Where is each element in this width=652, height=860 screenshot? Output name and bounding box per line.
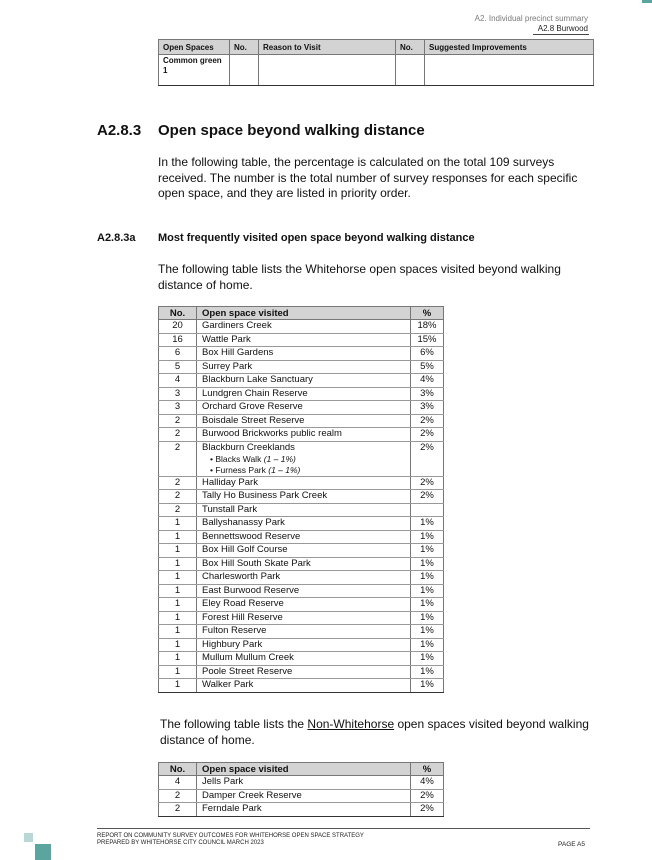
table-row xyxy=(159,347,444,361)
percent-cell: 2% xyxy=(411,476,444,490)
open-space-name: Tunstall Park xyxy=(202,503,258,515)
cell xyxy=(425,55,594,86)
open-space-cell xyxy=(197,374,411,388)
table-row xyxy=(159,374,444,388)
percent-cell: 2% xyxy=(411,428,444,442)
count-cell: 4 xyxy=(159,776,197,790)
open-space-name: Walker Park xyxy=(202,679,254,690)
table-row xyxy=(159,544,444,558)
col-no-2: No. xyxy=(396,40,425,55)
count-cell: 2 xyxy=(159,803,197,817)
open-space-cell xyxy=(197,441,411,476)
percent-cell: 1% xyxy=(411,544,444,558)
table-row xyxy=(159,611,444,625)
sub-location-note: (1 – 1%) xyxy=(268,464,301,475)
table-row xyxy=(159,625,444,639)
open-space-name: Mullum Mullum Creek xyxy=(202,652,294,663)
open-space-cell xyxy=(197,428,411,442)
non-whitehorse-open-space-table xyxy=(158,762,444,817)
count-cell: 3 xyxy=(159,387,197,401)
table-row xyxy=(159,503,444,517)
percent-cell xyxy=(411,503,444,517)
col-no: No. xyxy=(159,763,197,776)
cell xyxy=(230,55,259,86)
open-space-cell xyxy=(197,679,411,693)
open-space-name: Tally Ho Business Park Creek xyxy=(202,490,328,501)
percent-cell: 2% xyxy=(411,414,444,428)
sub-location xyxy=(202,465,405,476)
logo-square-dark xyxy=(35,844,51,860)
percent-cell: 3% xyxy=(411,401,444,415)
reasons-table xyxy=(158,39,594,86)
corner-accent xyxy=(642,0,652,3)
percent-cell: 1% xyxy=(411,625,444,639)
whitehorse-open-space-table xyxy=(158,306,444,693)
open-space-name: Eley Road Reserve xyxy=(202,598,284,609)
col-open-space: Open space visited xyxy=(197,763,411,776)
percent-cell: 2% xyxy=(411,803,444,817)
open-space-cell xyxy=(197,571,411,585)
percent-cell: 1% xyxy=(411,598,444,612)
percent-cell: 1% xyxy=(411,530,444,544)
open-space-name: Wattle Park xyxy=(202,333,251,345)
percent-cell: 1% xyxy=(411,571,444,585)
open-space-cell xyxy=(197,665,411,679)
table-row xyxy=(159,333,444,347)
section-title: Open space beyond walking distance xyxy=(158,122,425,139)
percent-cell: 2% xyxy=(411,789,444,803)
count-cell: 1 xyxy=(159,544,197,558)
col-no: No. xyxy=(159,307,197,320)
count-cell: 1 xyxy=(159,611,197,625)
open-space-cell xyxy=(197,557,411,571)
footer-prepared-by: PREPARED BY WHITEHORSE CITY COUNCIL MARCH 2023 xyxy=(97,840,264,846)
bullet-icon: • xyxy=(210,453,216,464)
subsection-title: Most frequently visited open space beyond walking distance xyxy=(158,232,475,244)
table-row xyxy=(159,401,444,415)
percent-cell: 1% xyxy=(411,679,444,693)
open-space-cell xyxy=(197,503,411,517)
table-row xyxy=(159,571,444,585)
section-intro: In the following table, the percentage is calculated on the total 109 surveys received. The number is the total number of survey responses for each specific open space, and they are listed in priority order. xyxy=(158,155,578,200)
subsection-intro: The following table lists the Whitehorse open spaces visited beyond walking distance of home. xyxy=(158,262,561,292)
open-space-name: Highbury Park xyxy=(202,638,263,650)
count-cell: 20 xyxy=(159,320,197,334)
col-percent: % xyxy=(411,307,444,320)
percent-cell: 1% xyxy=(411,638,444,652)
open-space-name: Box Hill South Skate Park xyxy=(202,557,311,569)
open-space-name: Charlesworth Park xyxy=(202,571,281,582)
count-cell: 1 xyxy=(159,530,197,544)
open-space-cell xyxy=(197,320,411,334)
open-space-name: Gardiners Creek xyxy=(202,320,272,331)
open-space-name: Blackburn Lake Sanctuary xyxy=(202,374,313,385)
cell xyxy=(259,55,396,86)
percent-cell: 4% xyxy=(411,374,444,388)
table-row xyxy=(159,490,444,504)
col-no: No. xyxy=(230,40,259,55)
table-row xyxy=(159,803,444,817)
percent-cell: 18% xyxy=(411,320,444,334)
open-space-cell xyxy=(197,544,411,558)
open-space-cell xyxy=(197,789,411,803)
count-cell: 1 xyxy=(159,679,197,693)
sub-location-name: Furness Park xyxy=(215,464,266,475)
count-cell: 1 xyxy=(159,665,197,679)
count-cell: 2 xyxy=(159,789,197,803)
table-row xyxy=(159,441,444,476)
count-cell: 6 xyxy=(159,347,197,361)
running-header xyxy=(475,14,588,34)
open-space-cell xyxy=(197,611,411,625)
non-whitehorse-term: Non-Whitehorse xyxy=(307,717,395,731)
percent-cell: 6% xyxy=(411,347,444,361)
sub-location-name: Blacks Walk xyxy=(215,453,262,464)
open-space-name: Ferndale Park xyxy=(202,803,262,814)
table-row xyxy=(159,679,444,693)
table-row xyxy=(159,530,444,544)
table-row xyxy=(159,557,444,571)
count-cell: 2 xyxy=(159,503,197,517)
intro-text: The following table lists the xyxy=(160,717,308,731)
percent-cell: 1% xyxy=(411,557,444,571)
sub-location xyxy=(202,454,405,465)
open-space-cell xyxy=(197,652,411,666)
percent-cell: 5% xyxy=(411,360,444,374)
count-cell: 2 xyxy=(159,414,197,428)
open-space-name: Burwood Brickworks public realm xyxy=(202,428,342,439)
table-row xyxy=(159,665,444,679)
table-row xyxy=(159,428,444,442)
count-cell: 4 xyxy=(159,374,197,388)
open-space-cell xyxy=(197,517,411,531)
count-cell: 1 xyxy=(159,584,197,598)
count-cell: 1 xyxy=(159,625,197,639)
percent-cell: 1% xyxy=(411,652,444,666)
open-space-name: Blackburn Creeklands xyxy=(202,441,295,453)
open-space-cell xyxy=(197,476,411,490)
count-cell: 1 xyxy=(159,517,197,531)
open-space-name: Boisdale Street Reserve xyxy=(202,414,305,426)
open-space-name: Box Hill Golf Course xyxy=(202,544,288,555)
percent-cell: 3% xyxy=(411,387,444,401)
percent-cell: 1% xyxy=(411,611,444,625)
col-open-space: Open space visited xyxy=(197,307,411,320)
percent-cell: 1% xyxy=(411,584,444,598)
percent-cell: 2% xyxy=(411,441,444,476)
page-number: PAGE A5 xyxy=(558,841,585,848)
table-row xyxy=(159,414,444,428)
count-cell: 1 xyxy=(159,557,197,571)
table-row xyxy=(159,360,444,374)
header-subsection: A2.8 Burwood xyxy=(537,24,588,33)
table-row xyxy=(159,776,444,790)
section-number: A2.8.3 xyxy=(97,122,142,139)
open-space-cell xyxy=(197,490,411,504)
header-rule xyxy=(533,34,589,35)
open-space-name: Surrey Park xyxy=(202,360,253,372)
non-whitehorse-intro xyxy=(160,717,600,748)
table-row xyxy=(159,55,594,86)
table-row xyxy=(159,598,444,612)
open-space-name: Fulton Reserve xyxy=(202,625,267,636)
open-space-cell xyxy=(197,625,411,639)
open-space-cell xyxy=(197,638,411,652)
open-space-cell xyxy=(197,584,411,598)
open-space-cell xyxy=(197,333,411,347)
col-open-spaces: Open Spaces xyxy=(159,40,230,55)
open-space-name: Damper Creek Reserve xyxy=(202,789,302,801)
count-cell: 1 xyxy=(159,638,197,652)
bullet-icon: • xyxy=(210,464,216,475)
open-space-cell xyxy=(197,803,411,817)
open-space-name: Halliday Park xyxy=(202,476,258,488)
percent-cell: 4% xyxy=(411,776,444,790)
table-row xyxy=(159,476,444,490)
open-space-name: Forest Hill Reserve xyxy=(202,611,283,623)
open-space-cell xyxy=(197,347,411,361)
count-cell: 2 xyxy=(159,476,197,490)
open-space-cell xyxy=(197,414,411,428)
count-cell: 1 xyxy=(159,598,197,612)
open-space-cell xyxy=(197,530,411,544)
open-space-name: Ballyshanassy Park xyxy=(202,517,285,528)
cell xyxy=(396,55,425,86)
open-space-name: Common green 1 xyxy=(159,55,230,86)
open-space-name: East Burwood Reserve xyxy=(202,584,300,596)
open-space-name: Bennettswood Reserve xyxy=(202,530,301,542)
open-space-cell xyxy=(197,387,411,401)
footer-rule xyxy=(97,828,590,829)
open-space-name: Jells Park xyxy=(202,776,244,787)
table-row xyxy=(159,584,444,598)
count-cell: 3 xyxy=(159,401,197,415)
col-percent: % xyxy=(411,763,444,776)
intro-text: open spaces visited beyond walking distance of home. xyxy=(160,717,589,747)
open-space-cell xyxy=(197,776,411,790)
open-space-cell xyxy=(197,401,411,415)
count-cell: 2 xyxy=(159,441,197,476)
percent-cell: 2% xyxy=(411,490,444,504)
table-row xyxy=(159,387,444,401)
percent-cell: 1% xyxy=(411,665,444,679)
table-row xyxy=(159,638,444,652)
col-reason: Reason to Visit xyxy=(259,40,396,55)
open-space-cell xyxy=(197,598,411,612)
footer xyxy=(97,833,364,847)
count-cell: 2 xyxy=(159,428,197,442)
count-cell: 2 xyxy=(159,490,197,504)
table-row xyxy=(159,320,444,334)
count-cell: 16 xyxy=(159,333,197,347)
count-cell: 5 xyxy=(159,360,197,374)
col-improvements: Suggested Improvements xyxy=(425,40,594,55)
sub-location-note: (1 – 1%) xyxy=(263,453,296,464)
table-row xyxy=(159,789,444,803)
footer-report-title: REPORT ON COMMUNITY SURVEY OUTCOMES FOR WHITEHORSE OPEN SPACE STRATEGY xyxy=(97,833,364,839)
logo-square-light xyxy=(24,833,33,842)
open-space-cell xyxy=(197,360,411,374)
open-space-name: Poole Street Reserve xyxy=(202,665,293,677)
table-row xyxy=(159,652,444,666)
header-section: A2. Individual precinct summary xyxy=(474,14,588,23)
subsection-number: A2.8.3a xyxy=(97,232,136,244)
table-row xyxy=(159,517,444,531)
percent-cell: 15% xyxy=(411,333,444,347)
open-space-name: Box Hill Gardens xyxy=(202,347,274,358)
count-cell: 1 xyxy=(159,652,197,666)
open-space-name: Lundgren Chain Reserve xyxy=(202,387,308,399)
open-space-name: Orchard Grove Reserve xyxy=(202,401,303,412)
count-cell: 1 xyxy=(159,571,197,585)
percent-cell: 1% xyxy=(411,517,444,531)
